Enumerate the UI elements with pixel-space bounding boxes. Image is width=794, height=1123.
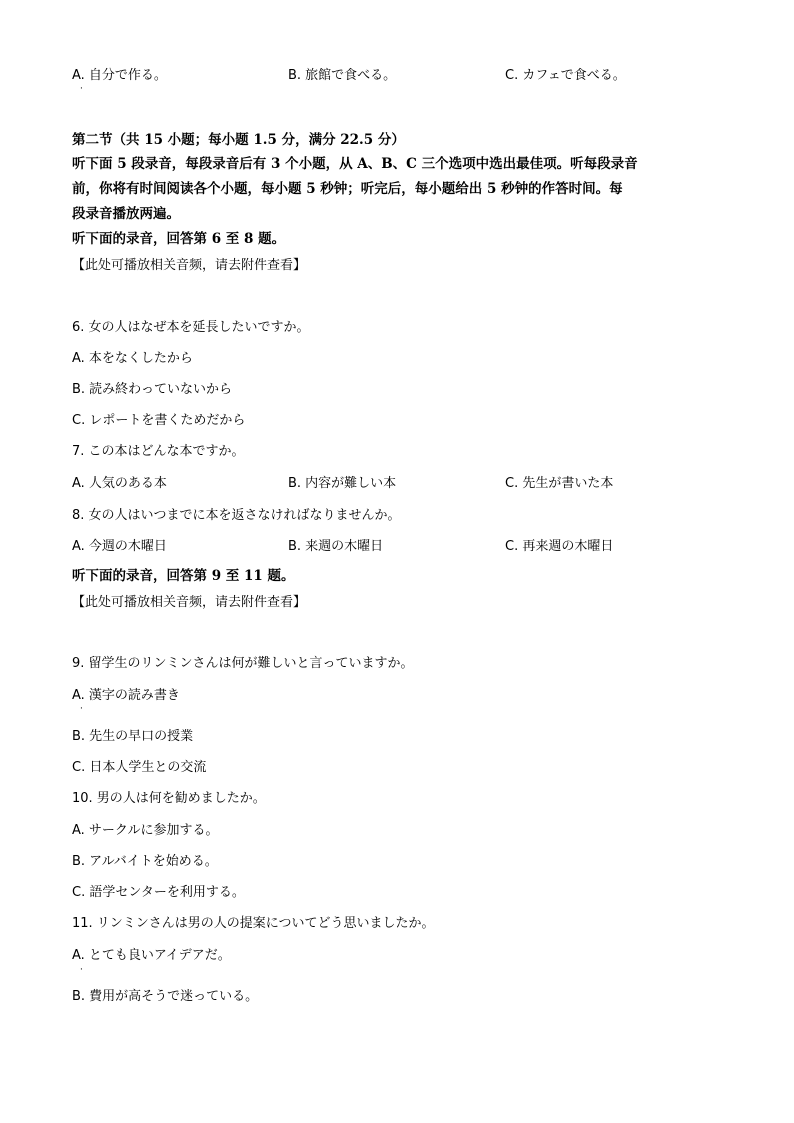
q5-option-b: B. 旅館で食べる。 bbox=[288, 68, 397, 83]
question-9: 9. 留学生のリンミンさんは何が難しいと言っていますか。 bbox=[72, 656, 414, 671]
section-instruction-line-1: 听下面 5 段录音，每段录音后有 3 个小题，从 A、B、C 三个选项中选出最佳项。听每段录音 bbox=[72, 156, 638, 172]
audio-note: 【此处可播放相关音频，请去附件查看】 bbox=[72, 595, 307, 610]
q8-option-b: B. 来週の木曜日 bbox=[288, 539, 384, 554]
q9-option-c: C. 日本人学生との交流 bbox=[72, 760, 207, 775]
q9-option-a: A. 漢字の読み書き bbox=[72, 688, 180, 703]
question-11: 11. リンミンさんは男の人の提案についてどう思いましたか。 bbox=[72, 916, 435, 931]
q10-option-a: A. サークルに参加する。 bbox=[72, 823, 219, 838]
q5-option-a: A. 自分で作る。 bbox=[72, 68, 167, 83]
q8-option-c: C. 再来週の木曜日 bbox=[505, 539, 614, 554]
audio-note: 【此处可播放相关音频，请去附件查看】 bbox=[72, 258, 307, 273]
q6-option-c: C. レポートを書くためだから bbox=[72, 413, 246, 428]
q6-option-b: B. 読み終わっていないから bbox=[72, 382, 233, 397]
q11-option-a: A. とても良いアイデアだ。 bbox=[72, 948, 231, 963]
q10-option-b: B. アルバイトを始める。 bbox=[72, 854, 218, 869]
q7-option-c: C. 先生が書いた本 bbox=[505, 476, 614, 491]
question-10: 10. 男の人は何を勧めましたか。 bbox=[72, 791, 266, 806]
q7-option-a: A. 人気のある本 bbox=[72, 476, 167, 491]
question-7: 7. この本はどんな本ですか。 bbox=[72, 444, 245, 459]
q7-option-b: B. 内容が難しい本 bbox=[288, 476, 397, 491]
option-dot-mark: · bbox=[80, 84, 83, 94]
question-6: 6. 女の人はなぜ本を延長したいですか。 bbox=[72, 320, 310, 335]
option-dot-mark: · bbox=[80, 704, 83, 714]
section-instruction-line-2: 前，你将有时间阅读各个小题，每小题 5 秒钟；听完后，每小题给出 5 秒钟的作答时间。每 bbox=[72, 181, 623, 197]
question-8: 8. 女の人はいつまでに本を返さなければなりませんか。 bbox=[72, 508, 401, 523]
q11-option-b: B. 費用が高そうで迷っている。 bbox=[72, 989, 259, 1004]
q9-option-b: B. 先生の早口の授業 bbox=[72, 729, 194, 744]
section-instruction-line-3: 段录音播放两遍。 bbox=[72, 206, 180, 222]
section-title: 第二节（共 15 小题；每小题 1.5 分，满分 22.5 分） bbox=[72, 132, 405, 148]
q8-option-a: A. 今週の木曜日 bbox=[72, 539, 167, 554]
q5-option-c: C. カフェで食べる。 bbox=[505, 68, 626, 83]
group-heading: 听下面的录音，回答第 6 至 8 题。 bbox=[72, 231, 286, 247]
q6-option-a: A. 本をなくしたから bbox=[72, 351, 193, 366]
group-heading: 听下面的录音，回答第 9 至 11 题。 bbox=[72, 568, 295, 584]
option-dot-mark: · bbox=[80, 965, 83, 975]
q10-option-c: C. 語学センターを利用する。 bbox=[72, 885, 245, 900]
